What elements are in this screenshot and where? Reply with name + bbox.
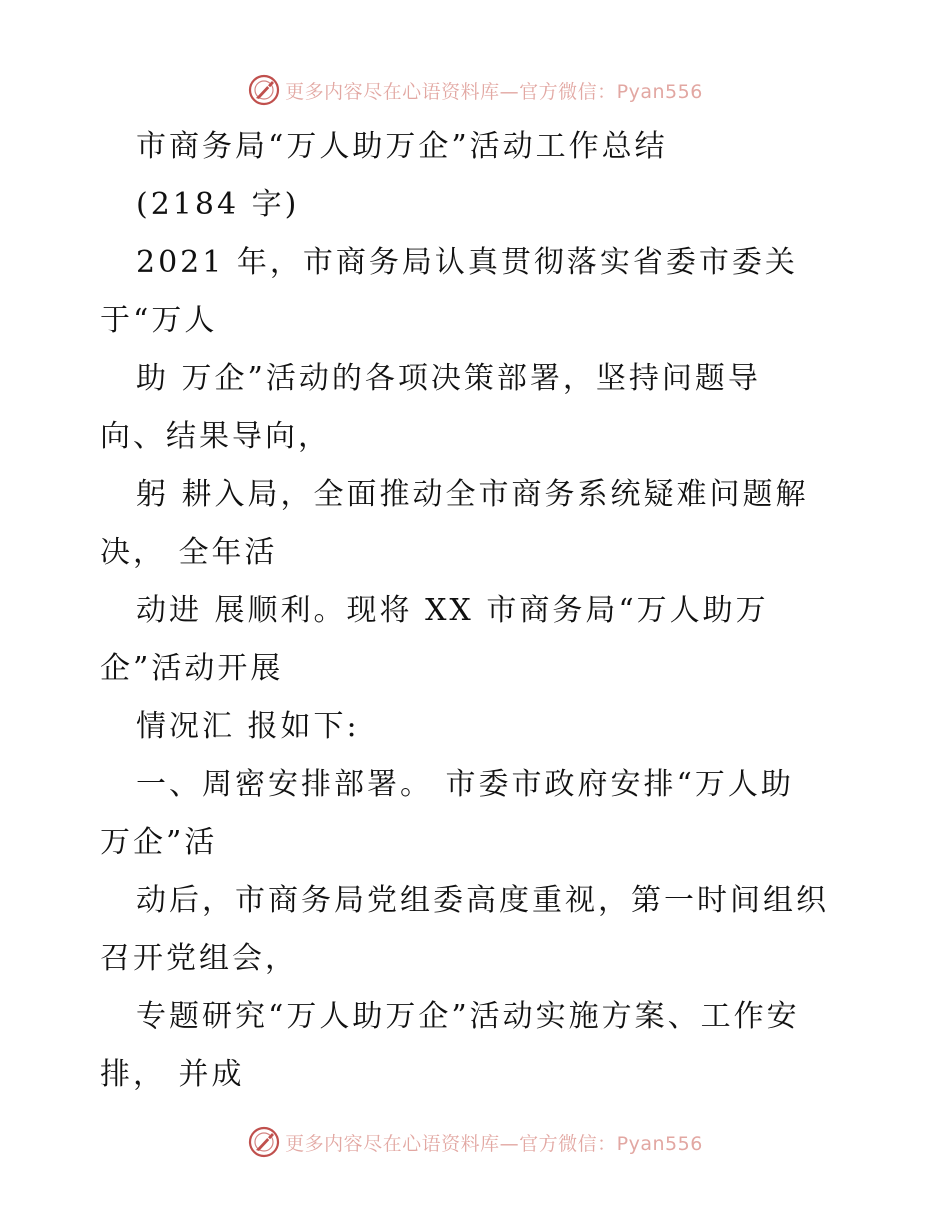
watermark-text: 更多内容尽在心语资料库—官方微信：Pyan556	[285, 80, 703, 103]
text-line: 万企”活	[100, 825, 218, 860]
text-line: 召开党组会，	[100, 941, 298, 976]
text-line: 专题研究“万人助万企”活动实施方案、工作安	[136, 999, 800, 1034]
text-line: 企”活动开展	[100, 651, 284, 686]
quill-seal-icon	[247, 1125, 281, 1159]
text-line: 于“万人	[100, 303, 218, 338]
text-line: 情况汇 报如下:	[136, 709, 360, 744]
text-line: 躬 耕入局，全面推动全市商务系统疑难问题解	[136, 477, 809, 512]
quill-seal-icon	[247, 73, 281, 107]
text-line: 决， 全年活	[100, 535, 278, 570]
text-line: 一、周密安排部署。 市委市政府安排“万人助	[136, 767, 794, 802]
document-body	[100, 118, 860, 1104]
text-line: 向、结果导向，	[100, 419, 331, 454]
text-line: 排， 并成	[100, 1057, 245, 1092]
text-line: 助 万企”活动的各项决策部署，坚持问题导	[136, 361, 761, 396]
text-line: 市商务局“万人助万企”活动工作总结	[136, 129, 668, 164]
watermark-text: 更多内容尽在心语资料库—官方微信：Pyan556	[285, 1132, 703, 1155]
text-line: 动后，市商务局党组委高度重视，第一时间组织	[136, 883, 829, 918]
watermark-footer	[0, 1122, 950, 1162]
watermark-header	[0, 70, 950, 110]
text-line: (2184 字)	[136, 187, 300, 222]
text-line: 动进 展顺利。现将 XX 市商务局“万人助万	[136, 593, 769, 628]
text-line: 2021 年，市商务局认真贯彻落实省委市委关	[136, 245, 798, 280]
